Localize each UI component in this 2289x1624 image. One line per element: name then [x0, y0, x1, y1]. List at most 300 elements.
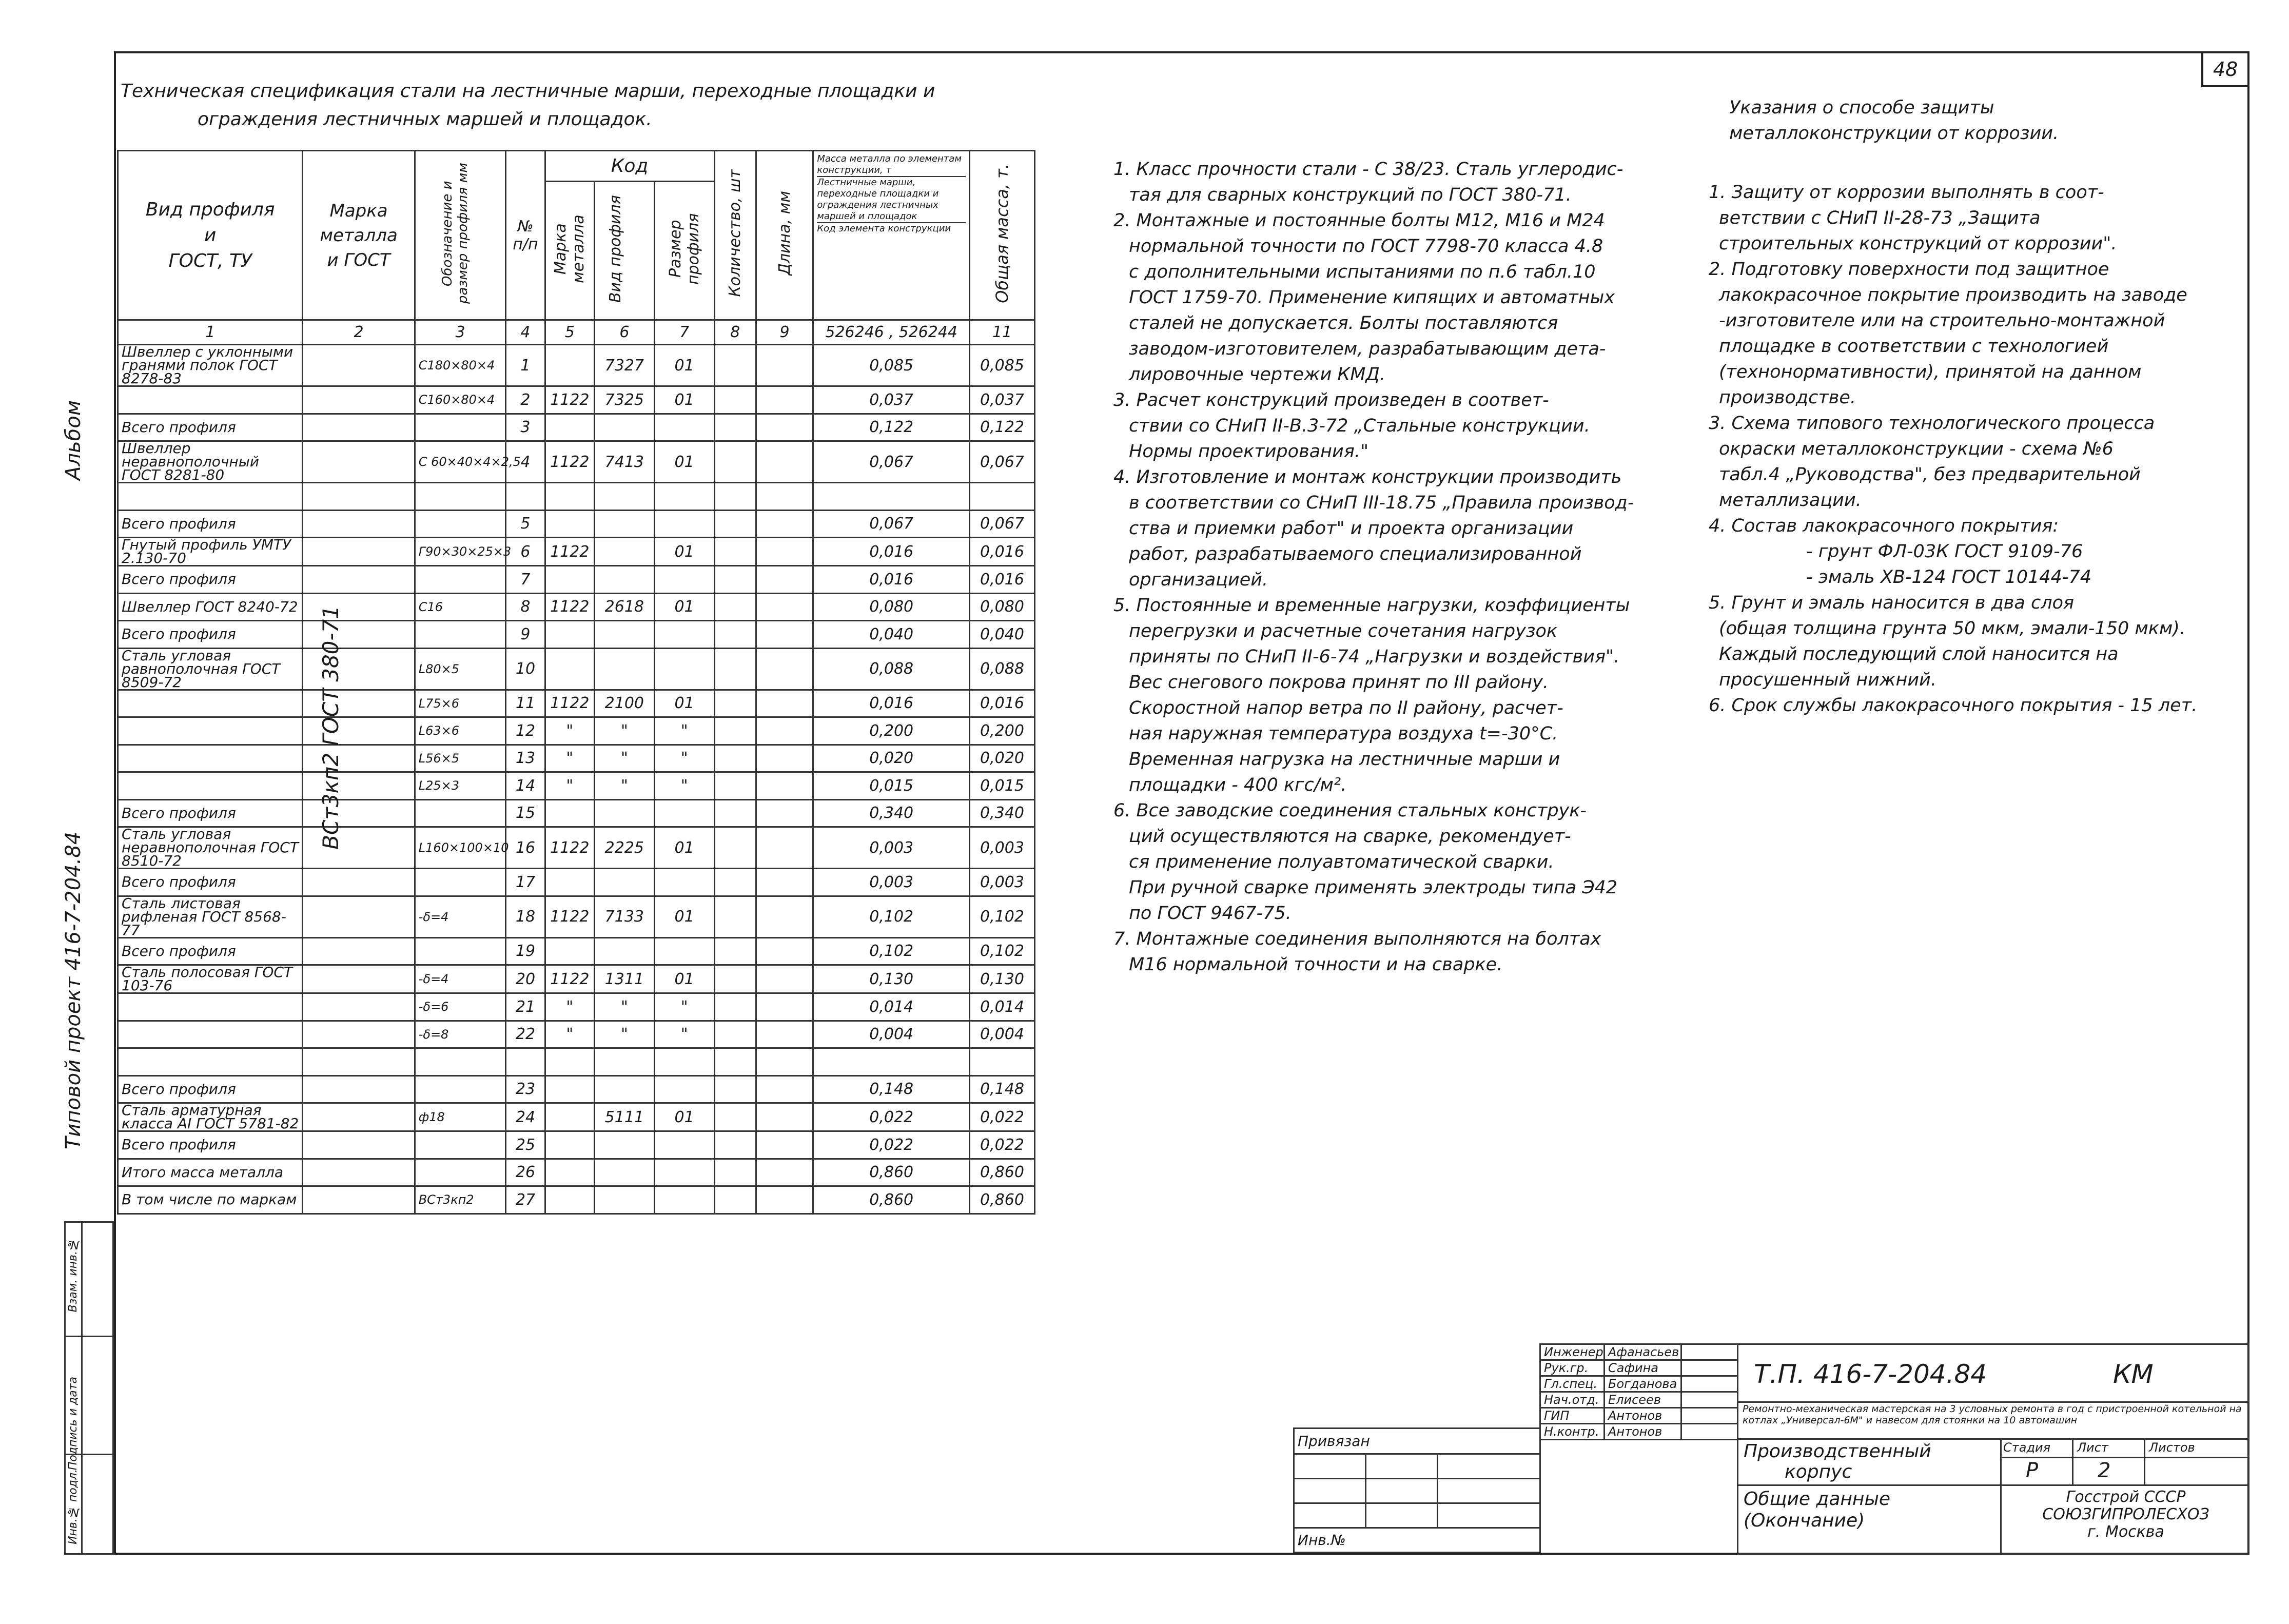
- table-row: [118, 993, 1035, 1021]
- designation-cell: С180×80×4: [415, 345, 506, 386]
- designation-cell: [415, 1048, 506, 1076]
- profile-cell: Сталь полосовая ГОСТ 103-76: [118, 965, 303, 993]
- protection-line: 2. Подготовку поверхности под защитное: [1709, 259, 2109, 280]
- length-cell: [756, 566, 813, 594]
- code-size-cell: ": [654, 993, 714, 1021]
- length-cell: [756, 1186, 813, 1214]
- note-line: тая для сварных конструкций по ГОСТ 380-71.: [1129, 185, 1572, 205]
- num-cell: 26: [506, 1159, 545, 1186]
- code-size-cell: [654, 1159, 714, 1186]
- organization: Госстрой СССР СОЮЗГИПРОЛЕСХОЗ г. Москва: [2042, 1488, 2209, 1541]
- code-mark-cell: [545, 937, 594, 965]
- qty-cell: [714, 896, 756, 937]
- mass-cell: 0,860: [813, 1159, 970, 1186]
- total-cell: 0,020: [969, 745, 1034, 772]
- num-cell: 2: [506, 386, 545, 414]
- qty-cell: [714, 1048, 756, 1076]
- code-mark-cell: [545, 414, 594, 441]
- total-cell: 0,004: [969, 1021, 1034, 1048]
- total-cell: 0,130: [969, 965, 1034, 993]
- code-view-cell: 2618: [594, 593, 654, 621]
- length-cell: [756, 799, 813, 827]
- note-line: работ, разрабатываемого специализированной: [1129, 544, 1582, 564]
- total-cell: 0,860: [969, 1186, 1034, 1214]
- note-line: ная наружная температура воздуха t=-30°C.: [1129, 723, 1558, 744]
- protection-line: 5. Грунт и эмаль наносится в два слоя: [1709, 593, 2075, 613]
- total-cell: [969, 483, 1034, 511]
- code-size-cell: 01: [654, 345, 714, 386]
- mass-cell: 0,067: [813, 510, 970, 538]
- note-line: Временная нагрузка на лестничные марши и: [1129, 749, 1560, 770]
- signature-sign: [1681, 1344, 1738, 1360]
- protection-title: Указания о способе защиты металлоконструкции от коррозии.: [1729, 97, 2059, 144]
- metal-cell: [303, 896, 415, 937]
- length-cell: [756, 345, 813, 386]
- qty-cell: [714, 566, 756, 594]
- signature-role: Рук.гр.: [1540, 1360, 1605, 1376]
- qty-cell: [714, 965, 756, 993]
- code-size-cell: [654, 1075, 714, 1103]
- profile-cell: Всего профиля: [118, 621, 303, 649]
- profile-cell: Всего профиля: [118, 799, 303, 827]
- table-row: [118, 441, 1035, 483]
- code-size-cell: 01: [654, 896, 714, 937]
- metal-cell: [303, 1075, 415, 1103]
- code-mark-cell: 1122: [545, 593, 594, 621]
- code-mark-cell: 1122: [545, 965, 594, 993]
- code-view-cell: [594, 621, 654, 649]
- signature-sign: [1681, 1424, 1738, 1440]
- table-row: [118, 717, 1035, 745]
- code-mark-cell: [545, 483, 594, 511]
- table-row: [118, 414, 1035, 441]
- designation-cell: L63×6: [415, 717, 506, 745]
- qty-cell: [714, 483, 756, 511]
- total-cell: 0,014: [969, 993, 1034, 1021]
- sheet-number: 48: [2213, 58, 2238, 81]
- profile-cell: Всего профиля: [118, 510, 303, 538]
- note-line: приняты по СНиП II-6-74 „Нагрузки и воздействия".: [1129, 647, 1620, 667]
- note-line: лировочные чертежи КМД.: [1129, 364, 1385, 385]
- protection-line: строительных конструкций от коррозии".: [1719, 233, 2117, 254]
- metal-cell: [303, 1159, 415, 1186]
- code-size-cell: [654, 1186, 714, 1214]
- code-mark-cell: [545, 1103, 594, 1131]
- designation-cell: -δ=4: [415, 965, 506, 993]
- profile-cell: В том числе по маркам: [118, 1186, 303, 1214]
- code-view-cell: 7325: [594, 386, 654, 414]
- length-cell: [756, 1075, 813, 1103]
- num-cell: 1: [506, 345, 545, 386]
- num-cell: 27: [506, 1186, 545, 1214]
- profile-cell: [118, 386, 303, 414]
- length-cell: [756, 510, 813, 538]
- code-view-cell: [594, 414, 654, 441]
- designation-cell: С160×80×4: [415, 386, 506, 414]
- code-size-cell: [654, 1131, 714, 1159]
- mass-cell: [813, 1048, 970, 1076]
- code-view-cell: 2225: [594, 827, 654, 869]
- table-row: [118, 1075, 1035, 1103]
- note-line: Скоростной напор ветра по II району, расчет-: [1129, 698, 1563, 718]
- metal-grade: ВСт3кп2 ГОСТ 380-71: [318, 605, 343, 850]
- mass-cell: 0,067: [813, 441, 970, 483]
- metal-cell: [303, 538, 415, 566]
- code-mark-cell: ": [545, 772, 594, 800]
- protection-line: 6. Срок службы лакокрасочного покрытия - 15 лет.: [1709, 695, 2198, 716]
- note-line: ства и приемки работ" и проекта организации: [1129, 518, 1574, 539]
- profile-cell: Сталь листовая рифленая ГОСТ 8568-77: [118, 896, 303, 937]
- header-qty: Количество, шт: [714, 151, 756, 320]
- total-cell: 0,037: [969, 386, 1034, 414]
- code-view-cell: [594, 799, 654, 827]
- project-name: Ремонтно-механическая мастерская на 3 условных ремонта в год с пристроенной котельной на котлах „Универсал-6М" и навесом для стоянки на 10 автомашин: [1743, 1403, 2242, 1426]
- total-cell: 0,022: [969, 1131, 1034, 1159]
- designation-cell: L56×5: [415, 745, 506, 772]
- code-mark-cell: [545, 566, 594, 594]
- qty-cell: [714, 869, 756, 896]
- designation-cell: С16: [415, 593, 506, 621]
- note-line: площадки - 400 кгс/м².: [1129, 775, 1347, 795]
- table-row: [118, 621, 1035, 649]
- header-total: Общая масса, т.: [969, 151, 1034, 320]
- signature-sign: [1681, 1408, 1738, 1424]
- protection-line: 3. Схема типового технологического процесса: [1709, 413, 2155, 434]
- note-line: 2. Монтажные и постоянные болты М12, М16 и М24: [1113, 210, 1605, 231]
- code-view-cell: ": [594, 772, 654, 800]
- mass-cell: 0,148: [813, 1075, 970, 1103]
- code-view-cell: ": [594, 745, 654, 772]
- total-cell: 0,200: [969, 717, 1034, 745]
- code-size-cell: 01: [654, 386, 714, 414]
- signature-name: Афанасьев: [1605, 1344, 1681, 1360]
- designation-cell: L160×100×10: [415, 827, 506, 869]
- general-notes: [1113, 156, 1634, 977]
- code-view-cell: [594, 869, 654, 896]
- num-cell: 8: [506, 593, 545, 621]
- code-view-cell: [594, 1048, 654, 1076]
- length-cell: [756, 483, 813, 511]
- table-row: [118, 1103, 1035, 1131]
- designation-cell: Г90×30×25×3: [415, 538, 506, 566]
- stamp-replace: Взам. инв.№: [67, 1238, 80, 1313]
- table-row: [118, 648, 1035, 690]
- drawing-code: Т.П. 416-7-204.84: [1754, 1359, 1987, 1389]
- mass-cell: 0,088: [813, 648, 970, 690]
- code-view-cell: 7413: [594, 441, 654, 483]
- total-cell: [969, 1048, 1034, 1076]
- table-row: [118, 1048, 1035, 1076]
- note-line: Нормы проектирования.": [1129, 441, 1369, 462]
- total-cell: 0,102: [969, 937, 1034, 965]
- table-row: [118, 386, 1035, 414]
- num-cell: 16: [506, 827, 545, 869]
- total-cell: 0,088: [969, 648, 1034, 690]
- table-row: [118, 1186, 1035, 1214]
- code-size-cell: 01: [654, 538, 714, 566]
- code-view-cell: [594, 566, 654, 594]
- signature-row: [1540, 1376, 1738, 1392]
- designation-cell: [415, 414, 506, 441]
- code-size-cell: [654, 1048, 714, 1076]
- code-view-cell: [594, 1186, 654, 1214]
- profile-cell: Всего профиля: [118, 414, 303, 441]
- code-view-cell: [594, 1159, 654, 1186]
- code-size-cell: ": [654, 1021, 714, 1048]
- code-mark-cell: [545, 1131, 594, 1159]
- num-cell: 15: [506, 799, 545, 827]
- length-cell: [756, 1103, 813, 1131]
- signature-table: [1539, 1343, 1738, 1440]
- num-cell: 11: [506, 690, 545, 717]
- table-row: [118, 772, 1035, 800]
- note-line: ГОСТ 1759-70. Применение кипящих и автоматных: [1129, 287, 1615, 308]
- length-cell: [756, 869, 813, 896]
- qty-cell: [714, 690, 756, 717]
- metal-cell: [303, 1021, 415, 1048]
- qty-cell: [714, 1021, 756, 1048]
- designation-cell: [415, 1131, 506, 1159]
- spec-title-line-2: ограждения лестничных маршей и площадок.: [198, 109, 652, 130]
- qty-cell: [714, 1131, 756, 1159]
- qty-cell: [714, 1075, 756, 1103]
- profile-cell: Итого масса металла: [118, 1159, 303, 1186]
- qty-cell: [714, 621, 756, 649]
- table-row: [118, 510, 1035, 538]
- total-cell: 0,067: [969, 441, 1034, 483]
- designation-cell: -δ=4: [415, 896, 506, 937]
- metal-cell: [303, 1048, 415, 1076]
- project-code-margin: Типовой проект 416-7-204.84: [62, 831, 85, 1149]
- attached-block: [1293, 1427, 1541, 1553]
- metal-cell: [303, 1131, 415, 1159]
- code-view-cell: [594, 1075, 654, 1103]
- code-view-cell: 7133: [594, 896, 654, 937]
- code-mark-cell: 1122: [545, 538, 594, 566]
- code-size-cell: [654, 869, 714, 896]
- mass-cell: 0,085: [813, 345, 970, 386]
- total-cell: 0,003: [969, 827, 1034, 869]
- table-row: [118, 566, 1035, 594]
- length-cell: [756, 690, 813, 717]
- total-cell: 0,016: [969, 538, 1034, 566]
- note-line: по ГОСТ 9467-75.: [1129, 903, 1292, 924]
- designation-cell: [415, 510, 506, 538]
- protection-line: табл.4 „Руководства", без предварительной: [1719, 464, 2141, 485]
- note-line: перегрузки и расчетные сочетания нагрузок: [1129, 621, 1557, 641]
- album-label: Альбом: [62, 400, 85, 480]
- protection-line: металлизации.: [1719, 490, 1862, 511]
- length-cell: [756, 538, 813, 566]
- spec-title: [121, 77, 935, 133]
- metal-cell: [303, 345, 415, 386]
- note-line: ствии со СНиП II-В.3-72 „Стальные конструкции.: [1129, 416, 1590, 436]
- table-row: [118, 965, 1035, 993]
- num-cell: [506, 1048, 545, 1076]
- attached-label: Привязан: [1294, 1429, 1540, 1454]
- stage-value: Р: [2026, 1459, 2039, 1482]
- total-cell: 0,040: [969, 621, 1034, 649]
- length-cell: [756, 1131, 813, 1159]
- designation-cell: ф18: [415, 1103, 506, 1131]
- protection-line: (общая толщина грунта 50 мкм, эмали-150 мкм).: [1719, 618, 2186, 639]
- mass-cell: 0,860: [813, 1186, 970, 1214]
- profile-cell: Швеллер ГОСТ 8240-72: [118, 593, 303, 621]
- qty-cell: [714, 414, 756, 441]
- table-row: [118, 799, 1035, 827]
- protection-line: производстве.: [1719, 387, 1856, 408]
- signature-name: Богданова: [1605, 1376, 1681, 1392]
- code-size-cell: [654, 937, 714, 965]
- length-cell: [756, 648, 813, 690]
- metal-cell: [303, 937, 415, 965]
- code-mark-cell: 1122: [545, 441, 594, 483]
- code-view-cell: 5111: [594, 1103, 654, 1131]
- length-cell: [756, 745, 813, 772]
- signature-role: Гл.спец.: [1540, 1376, 1605, 1392]
- total-cell: 0,102: [969, 896, 1034, 937]
- note-line: 6. Все заводские соединения стальных конструк-: [1113, 800, 1587, 821]
- note-line: 3. Расчет конструкций произведен в соответ-: [1113, 390, 1549, 410]
- sheet-value: 2: [2098, 1459, 2111, 1482]
- mass-cell: 0,122: [813, 414, 970, 441]
- sheets-label: Листов: [2149, 1440, 2195, 1455]
- total-cell: 0,022: [969, 1103, 1034, 1131]
- profile-cell: [118, 745, 303, 772]
- protection-line: просушенный нижний.: [1719, 670, 1936, 690]
- profile-cell: Сталь угловая неравнополочная ГОСТ 8510-72: [118, 827, 303, 869]
- num-cell: 7: [506, 566, 545, 594]
- mass-cell: 0,016: [813, 566, 970, 594]
- protection-line: - эмаль ХВ-124 ГОСТ 10144-74: [1806, 567, 2091, 588]
- header-code-mark: Марка металла: [545, 182, 594, 320]
- mass-cell: 0,004: [813, 1021, 970, 1048]
- profile-cell: Всего профиля: [118, 1075, 303, 1103]
- code-mark-cell: ": [545, 717, 594, 745]
- profile-cell: [118, 1021, 303, 1048]
- note-line: с дополнительными испытаниями по п.6 табл.10: [1129, 262, 1596, 282]
- length-cell: [756, 593, 813, 621]
- designation-cell: [415, 483, 506, 511]
- length-cell: [756, 993, 813, 1021]
- num-cell: 6: [506, 538, 545, 566]
- code-view-cell: ": [594, 993, 654, 1021]
- code-mark-cell: 1122: [545, 896, 594, 937]
- note-line: При ручной сварке применять электроды типа Э42: [1129, 877, 1618, 898]
- code-view-cell: 2100: [594, 690, 654, 717]
- num-cell: [506, 483, 545, 511]
- sheet-number-box: [2201, 51, 2249, 87]
- note-line: Вес снегового покрова принят по III району.: [1129, 672, 1549, 693]
- protection-line: окраски металлоконструкции - схема №6: [1719, 439, 2114, 459]
- stamp-strip: [64, 1221, 114, 1555]
- code-view-cell: [594, 483, 654, 511]
- code-size-cell: 01: [654, 827, 714, 869]
- code-size-cell: ": [654, 717, 714, 745]
- metal-cell: [303, 869, 415, 896]
- note-line: 1. Класс прочности стали - С 38/23. Сталь углеродис-: [1113, 159, 1623, 180]
- length-cell: [756, 896, 813, 937]
- designation-cell: -δ=6: [415, 993, 506, 1021]
- qty-cell: [714, 827, 756, 869]
- total-cell: 0,340: [969, 799, 1034, 827]
- num-cell: 10: [506, 648, 545, 690]
- designation-cell: L25×3: [415, 772, 506, 800]
- code-size-cell: 01: [654, 1103, 714, 1131]
- num-cell: 25: [506, 1131, 545, 1159]
- length-cell: [756, 772, 813, 800]
- code-mark-cell: ": [545, 993, 594, 1021]
- designation-cell: С 60×40×4×2,5: [415, 441, 506, 483]
- num-cell: 9: [506, 621, 545, 649]
- designation-cell: [415, 869, 506, 896]
- code-size-cell: [654, 648, 714, 690]
- note-line: сталей не допускается. Болты поставляются: [1129, 313, 1558, 334]
- signature-role: Инженер: [1540, 1344, 1605, 1360]
- num-cell: 13: [506, 745, 545, 772]
- length-cell: [756, 717, 813, 745]
- profile-cell: Всего профиля: [118, 937, 303, 965]
- num-cell: 18: [506, 896, 545, 937]
- mass-cell: 0,020: [813, 745, 970, 772]
- qty-cell: [714, 1159, 756, 1186]
- code-mark-cell: [545, 799, 594, 827]
- mass-cell: 0,037: [813, 386, 970, 414]
- code-view-cell: [594, 510, 654, 538]
- profile-cell: [118, 772, 303, 800]
- code-size-cell: 01: [654, 593, 714, 621]
- protection-line: лакокрасочное покрытие производить на заводе: [1719, 285, 2187, 305]
- note-line: нормальной точности по ГОСТ 7798-70 класса 4.8: [1129, 236, 1603, 257]
- sheet-title: Общие данные (Окончание): [1744, 1489, 1891, 1531]
- length-cell: [756, 1021, 813, 1048]
- table-row: [118, 483, 1035, 511]
- metal-cell: [303, 1103, 415, 1131]
- metal-cell: [303, 566, 415, 594]
- designation-cell: [415, 621, 506, 649]
- code-view-cell: ": [594, 1021, 654, 1048]
- num-cell: 21: [506, 993, 545, 1021]
- num-cell: 17: [506, 869, 545, 896]
- qty-cell: [714, 937, 756, 965]
- profile-cell: [118, 483, 303, 511]
- designation-cell: ВСт3кп2: [415, 1186, 506, 1214]
- profile-cell: Сталь угловая равнополочная ГОСТ 8509-72: [118, 648, 303, 690]
- stamp-sign: Подпись и дата: [67, 1377, 80, 1471]
- stage-label: Стадия: [2003, 1440, 2051, 1455]
- metal-cell: [303, 483, 415, 511]
- mass-cell: 0,014: [813, 993, 970, 1021]
- header-length: Длина, мм: [756, 151, 813, 320]
- note-line: 4. Изготовление и монтаж конструкции производить: [1113, 467, 1622, 487]
- protection-line: (технонормативности), принятой на данном: [1719, 362, 2142, 382]
- table-row: [118, 593, 1035, 621]
- length-cell: [756, 441, 813, 483]
- mass-cell: 0,040: [813, 621, 970, 649]
- mass-cell: 0,340: [813, 799, 970, 827]
- profile-cell: [118, 993, 303, 1021]
- metal-cell: [303, 441, 415, 483]
- protection-line: -изготовителе или на строительно-монтажной: [1719, 310, 2165, 331]
- num-cell: 23: [506, 1075, 545, 1103]
- qty-cell: [714, 772, 756, 800]
- protection-line: 4. Состав лакокрасочного покрытия:: [1709, 516, 2059, 536]
- profile-cell: Швеллер с уклонными гранями полок ГОСТ 8278-83: [118, 345, 303, 386]
- total-cell: 0,085: [969, 345, 1034, 386]
- length-cell: [756, 386, 813, 414]
- table-row: [118, 937, 1035, 965]
- length-cell: [756, 1048, 813, 1076]
